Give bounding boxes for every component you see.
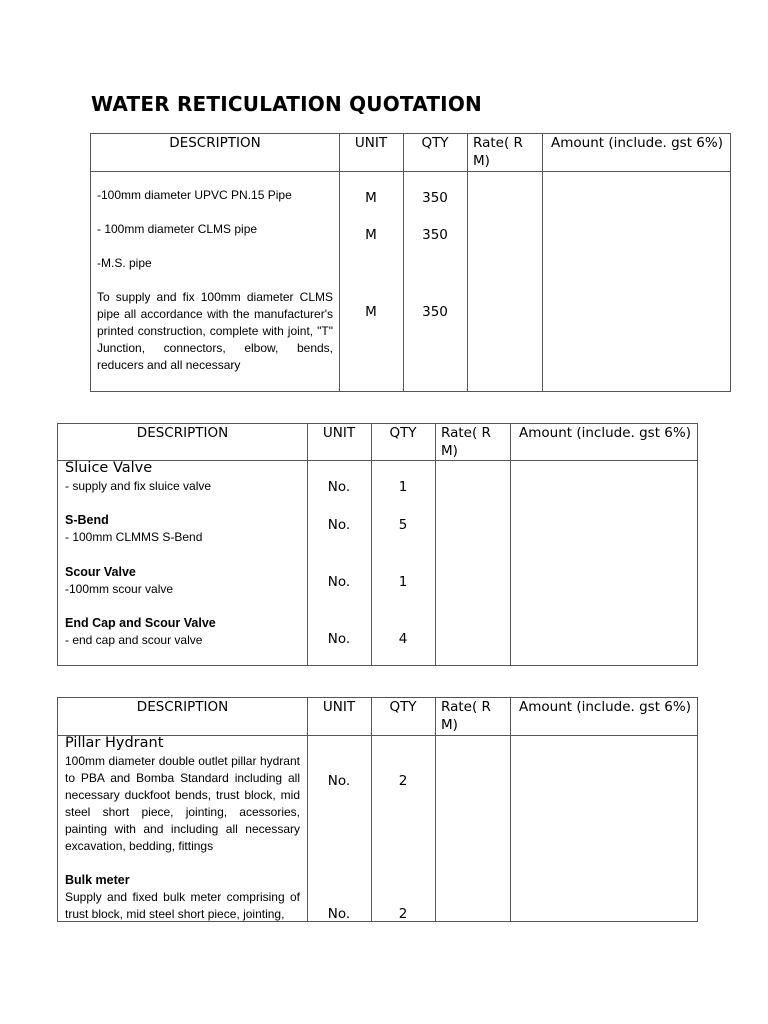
item-heading: Sluice Valve [65,460,153,476]
row-unit: M [365,190,377,206]
row-qty: 4 [398,631,408,647]
row-unit: No. [327,574,351,590]
hydrant-table [57,697,698,922]
header-rate: Rate( R M) [473,135,523,169]
header-description: DESCRIPTION [136,425,229,441]
header-rate: Rate( R M) [441,699,491,733]
row-description: -100mm scour valve [65,582,174,596]
header-qty: QTY [389,425,417,441]
header-qty: QTY [421,135,449,151]
item-heading: Scour Valve [65,565,136,579]
item-heading: Bulk meter [65,873,130,887]
row-description: - supply and fix sluice valve [65,479,212,493]
row-unit: M [365,304,377,320]
row-description: -100mm diameter UPVC PN.15 Pipe [97,188,292,202]
row-qty: 350 [422,227,448,243]
header-unit: UNIT [322,425,356,441]
item-heading: Pillar Hydrant [65,735,164,751]
header-amount: Amount (include. gst 6%) [551,135,723,151]
row-unit: No. [327,517,351,533]
pipe-table [90,133,731,392]
row-qty: 1 [398,574,408,590]
row-unit: No. [327,906,351,922]
header-description: DESCRIPTION [136,699,229,715]
header-qty: QTY [389,699,417,715]
row-description: - 100mm diameter CLMS pipe [97,222,258,236]
header-amount: Amount (include. gst 6%) [519,699,691,715]
row-unit: No. [327,773,351,789]
row-description: Supply and fixed bulk meter comprising of trust block, mid steel short piece, jointing, [65,890,300,921]
row-qty: 350 [422,304,448,320]
row-description: 100mm diameter double outlet pillar hydrant to PBA and Bomba Standard including all necessary duckfoot bends, trust block, mid steel short piece, jointing, acessories, painting with and including all necessary excavation, bedding, fittings [65,754,300,853]
row-description: - 100mm CLMMS S-Bend [65,530,203,544]
row-qty: 1 [398,479,408,495]
row-description: - end cap and scour valve [65,633,203,647]
valve-table [57,423,698,666]
item-heading: End Cap and Scour Valve [65,616,216,630]
row-unit: No. [327,479,351,495]
row-qty: 5 [398,517,408,533]
row-qty: 350 [422,190,448,206]
header-rate: Rate( R M) [441,425,491,459]
header-unit: UNIT [354,135,388,151]
row-qty: 2 [398,906,408,922]
header-amount: Amount (include. gst 6%) [519,425,691,441]
row-description: -M.S. pipe [97,256,152,270]
row-unit: M [365,227,377,243]
row-description: To supply and fix 100mm diameter CLMS pipe all accordance with the manufacturer's printed construction, complete with joint, "T" Junction, connectors, elbow, bends, reducers and all necessary [97,290,333,372]
item-heading: S-Bend [65,513,109,527]
row-unit: No. [327,631,351,647]
header-description: DESCRIPTION [169,135,261,151]
row-qty: 2 [398,773,408,789]
header-unit: UNIT [322,699,356,715]
page-title: WATER RETICULATION QUOTATION [91,92,482,116]
